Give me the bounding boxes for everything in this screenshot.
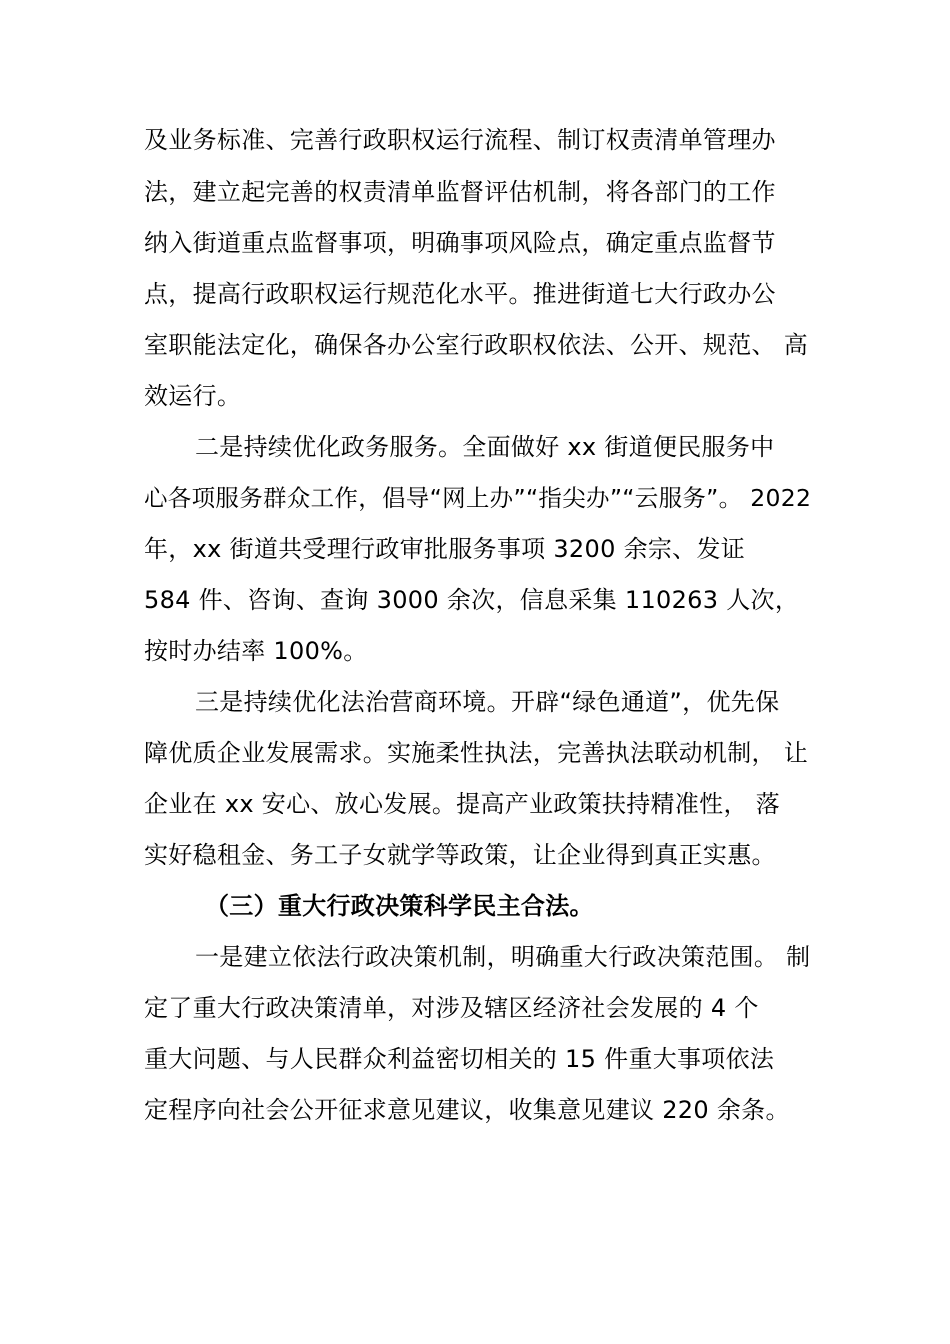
body-text-line: 心各项服务群众工作，倡导“网上办”“指尖办”“云服务”。 2022 <box>144 484 812 512</box>
body-text-line: 障优质企业发展需求。实施柔性执法，完善执法联动机制， 让 <box>144 739 809 767</box>
body-text-line: 584 件、咨询、查询 3000 余次，信息采集 110263 人次， <box>144 586 800 614</box>
body-text-line: 点，提高行政职权运行规范化水平。推进街道七大行政办公 <box>144 280 776 308</box>
body-text-line: 定程序向社会公开征求意见建议，收集意见建议 220 余条。 <box>144 1096 790 1124</box>
body-text-line: 按时办结率 100%。 <box>144 637 368 665</box>
body-text-line: 效运行。 <box>144 382 242 410</box>
paragraph-first-line: 一是建立依法行政决策机制，明确重大行政决策范围。 制 <box>195 943 811 971</box>
body-text-line: 企业在 xx 安心、放心发展。提高产业政策扶持精准性， 落 <box>144 790 780 818</box>
body-text-line: 室职能法定化，确保各办公室行政职权依法、公开、规范、 高 <box>144 331 809 359</box>
body-text-line: 年，xx 街道共受理行政审批服务事项 3200 余宗、发证 <box>144 535 746 563</box>
body-text-line: 实好稳租金、务工子女就学等政策，让企业得到真正实惠。 <box>144 841 776 869</box>
section-heading: （三）重大行政决策科学民主合法。 <box>205 892 594 920</box>
body-text-line: 法，建立起完善的权责清单监督评估机制，将各部门的工作 <box>144 178 776 206</box>
body-text-line: 及业务标准、完善行政职权运行流程、制订权责清单管理办 <box>144 126 776 154</box>
paragraph-first-line: 三是持续优化法治营商环境。开辟“绿色通道”，优先保 <box>195 688 780 716</box>
body-text-line: 定了重大行政决策清单，对涉及辖区经济社会发展的 4 个 <box>144 994 759 1022</box>
body-text-line: 重大问题、与人民群众利益密切相关的 15 件重大事项依法 <box>144 1045 775 1073</box>
paragraph-first-line: 二是持续优化政务服务。全面做好 xx 街道便民服务中 <box>195 433 775 461</box>
body-text-line: 纳入街道重点监督事项，明确事项风险点，确定重点监督节 <box>144 229 776 257</box>
